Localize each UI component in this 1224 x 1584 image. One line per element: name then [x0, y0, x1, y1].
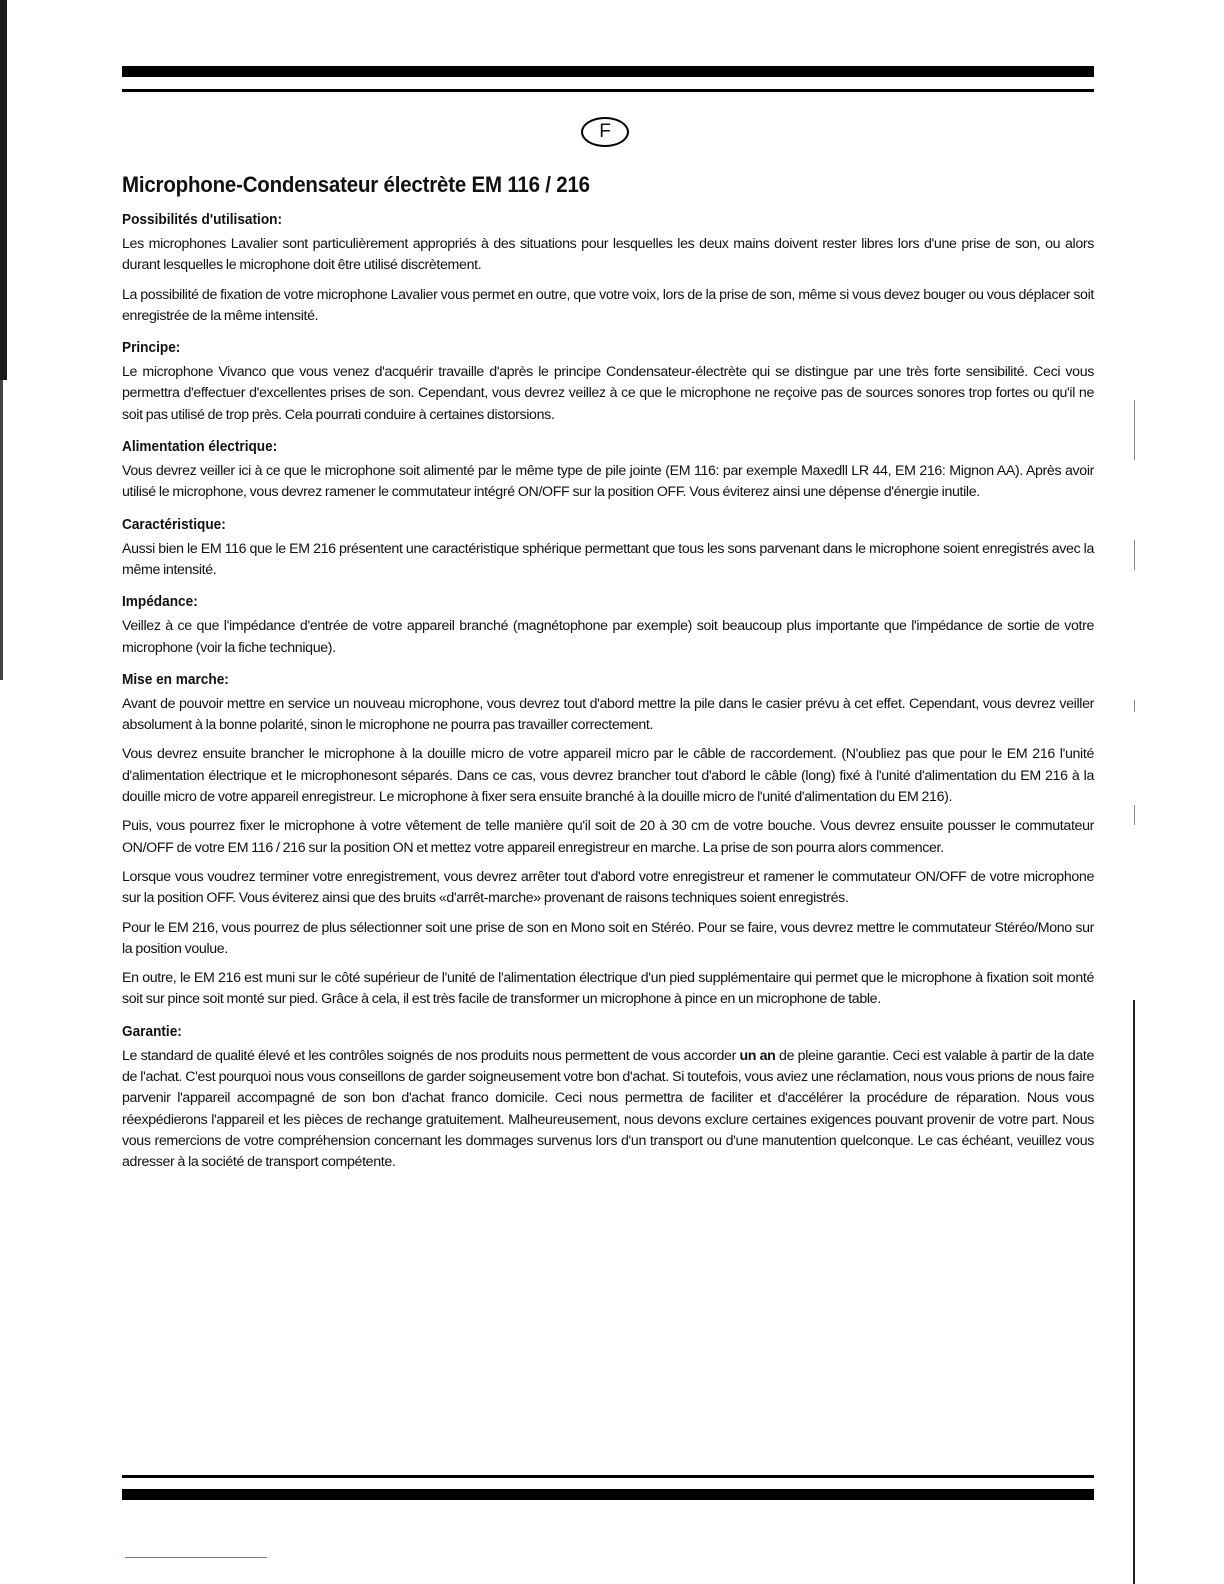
- text-run: Le standard de qualité élevé et les contrôles soignés de nos produits nous permettent de vous accorder: [122, 1047, 740, 1064]
- scan-edge-lower: [0, 380, 3, 680]
- bottom-rule-thick: [122, 1489, 1094, 1500]
- paragraph: Avant de pouvoir mettre en service un nouveau microphone, vous devrez tout d'abord mettre la pile dans le casier prévu à cet effet. Cependant, vous devrez veiller absolument à la bonne polarité, sinon le microphone ne pourra pas travailler correctement.: [122, 695, 1094, 734]
- paragraph: La possibilité de fixation de votre microphone Lavalier vous permet en outre, que votre voix, lors de la prise de son, même si vous devez bouger ou vous déplacer soit enregistrée de la même intensité.: [122, 286, 1094, 324]
- section-heading: Possibilités d'utilisation:: [122, 212, 283, 228]
- emphasis: un an: [739, 1047, 776, 1064]
- paragraph: En outre, le EM 216 est muni sur le côté supérieur de l'unité de l'alimentation électrique d'un pied supplémentaire qui permet que le microphone à fixation soit monté soit sur pince soit monté sur pied. Grâce à cela, il est très facile de transformer un microphone à pince en un microphone de table.: [122, 970, 1094, 1008]
- paragraph: Pour le EM 216, vous pourrez de plus sélectionner soit une prise de son en Mono soit en Stéréo. Pour se faire, vous devrez mettre le commutateur Stéréo/Mono sur la position voulue.: [122, 919, 1094, 957]
- section-heading: Principe:: [122, 340, 181, 357]
- paragraph: Puis, vous pourrez fixer le microphone à votre vêtement de telle manière qu'il soit de 20 à 30 cm de votre bouche. Vous devrez ensuite pousser le commutateur ON/OFF de votre EM 116 / 216 sur la position ON et mettez votre appareil enregistreur en marche. La prise de son pourra alors commencer.: [122, 818, 1094, 856]
- paragraph: Aussi bien le EM 116 que le EM 216 présentent une caractéristique sphérique permettant que tous les sons parvenant dans le microphone soient enregistrés avec la même intensité.: [122, 540, 1094, 578]
- paragraph: [122, 1046, 1094, 1174]
- scan-tick: [1134, 700, 1135, 712]
- paragraph: Le microphone Vivanco que vous venez d'acquérir travaille d'après le principe Condensateur-électrète qui se distingue par une très forte sensibilité. Ceci vous permettra d'effectuer d'excellentes prises de son. Cependant, vous devrez veillez à ce que le microphone ne reçoive pas de sources sonores trop fortes ou qu'il ne soit pas utilisé de trop près. Cela pourrati conduire à certaines distorsions.: [122, 364, 1094, 423]
- paragraph: Lorsque vous voudrez terminer votre enregistrement, vous devrez arrêter tout d'abord votre enregistreur et ramener le commutateur ON/OFF de votre microphone sur la position OFF. Vous éviterez ainsi que des bruits «d'arrêt-marche» provenant de raisons techniques soient enregistrés.: [122, 868, 1094, 907]
- section-caracteristique: [122, 517, 1094, 582]
- section-heading: Impédance:: [122, 594, 198, 611]
- scan-tick: [1134, 805, 1135, 825]
- top-rule-thick: [122, 66, 1094, 77]
- paragraph: Vous devrez veiller ici à ce que le microphone soit alimenté par le même type de pile jointe (EM 116: par exemple Maxedll LR 44, EM 216: Mignon AA). Après avoir utilisé le microphone, vous devrez ramener le commutateur intégré ON/OFF sur la position OFF. Vous éviterez ainsi une dépense d'énergie inutile.: [122, 463, 1094, 501]
- paragraph: Les microphones Lavalier sont particulièrement appropriés à des situations pour lesquelles les deux mains doivent rester libres lors d'une prise de son, ou alors durant lesquelles le microphone doit être utilisé discrètement.: [122, 236, 1094, 274]
- section-mise-en-marche: [122, 672, 1094, 1011]
- paragraph: Vous devrez ensuite brancher le microphone à la douille micro de votre appareil micro par le câble de raccordement. (N'oubliez pas que pour le EM 216 l'unité d'alimentation électrique et le microphonesont séparés. Dans ce cas, vous devrez brancher tout d'abord le câble (long) fixé à l'unité d'alimentation du EM 216 à la douille micro de votre appareil enregistreur. Le microphone à fixer sera ensuite branché à la douille micro de l'unité d'alimentation du EM 216).: [122, 746, 1094, 806]
- section-heading: Alimentation électrique:: [122, 439, 278, 456]
- section-impedance: [122, 594, 1094, 659]
- scan-right-edge: [1133, 1000, 1135, 1584]
- section-principe: [122, 340, 1094, 426]
- scan-tick: [1134, 400, 1135, 460]
- bottom-rule-thin: [122, 1475, 1094, 1478]
- page-title: Microphone-Condensateur électrète EM 116 / 216: [122, 172, 590, 197]
- document-body: [122, 172, 1094, 1187]
- scan-edge: [0, 0, 7, 380]
- section-alimentation: [122, 439, 1094, 504]
- section-heading: Caractéristique:: [122, 516, 226, 533]
- scan-artifact-line: [125, 1557, 267, 1558]
- section-heading: Garantie:: [122, 1023, 182, 1040]
- section-garantie: [122, 1024, 1094, 1174]
- scan-tick: [1134, 540, 1135, 570]
- text-run: de pleine garantie. Ceci est valable à partir de la date de l'achat. C'est pourquoi nous vous conseillons de garder soigneusement votre bon d'achat. Si toutefois, vous aviez une réclamation, nous vous prions de nous faire parvenir l'appareil accompagné de son bon d'achat franco domicile. Ceci nous permettra de faciliter et d'accélérer la procédure de réparation. Nous vous réexpédierons l'appareil et les pièces de rechange gratuitement. Malheureusement, nous devons exclure certaines exigences pouvant provenir de votre part. Nous vous remercions de votre compréhension concernant les dommages survenus lors d'un transport ou d'une manutention quelconque. Le cas échéant, veuillez vous adresser à la société de transport compétente.: [122, 1047, 1095, 1171]
- section-utilisation: [122, 212, 1094, 327]
- paragraph: Veillez à ce que l'impédance d'entrée de votre appareil branché (magnétophone par exemple) soit beaucoup plus importante que l'impédance de sortie de votre microphone (voir la fiche technique).: [122, 618, 1094, 656]
- language-badge: F: [581, 117, 629, 147]
- top-rule-thin: [122, 89, 1094, 92]
- section-heading: Mise en marche:: [122, 671, 229, 688]
